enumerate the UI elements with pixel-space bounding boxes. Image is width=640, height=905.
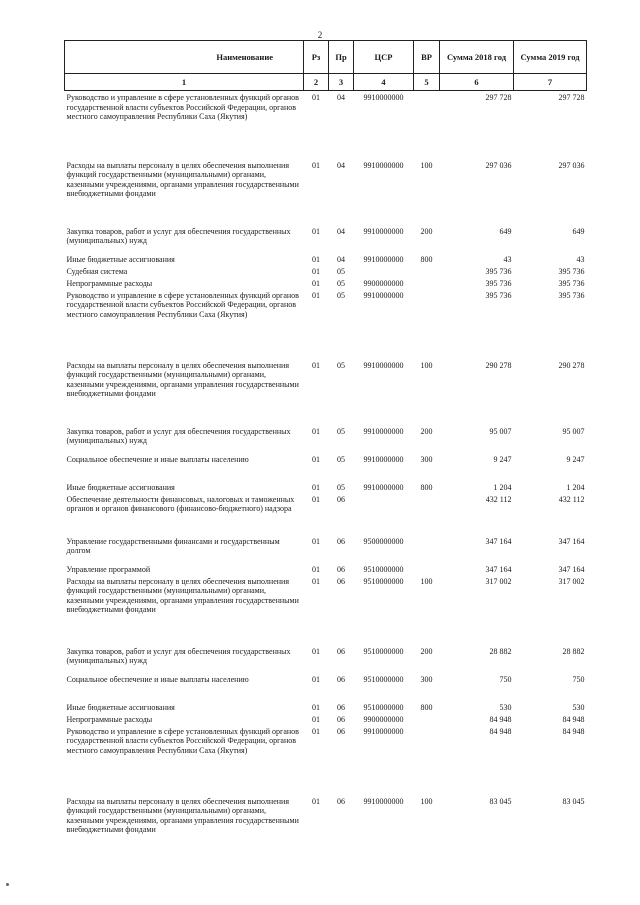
table-row	[65, 455, 587, 483]
row-sum-2018: 43	[503, 254, 512, 264]
row-vr: 200	[420, 426, 433, 436]
row-sum-2018: 297 728	[485, 93, 512, 102]
row-sum-2019: 530	[572, 702, 585, 712]
row-sum-2018: 395 736	[485, 278, 512, 288]
row-sum-2018: 347 164	[485, 536, 512, 546]
row-pr: 06	[337, 796, 345, 806]
row-sum-2019: 395 736	[558, 266, 585, 276]
row-name: Закупка товаров, работ и услуг для обеспечения государственных (муниципальных) нужд	[66, 426, 291, 446]
table-row	[65, 91, 587, 161]
row-csr: 9910000000	[363, 726, 404, 736]
row-name: Управление государственными финансами и государственным долгом	[66, 536, 280, 556]
row-csr: 9910000000	[363, 93, 404, 102]
row-vr: 800	[420, 482, 433, 492]
colnum-sum-2018: 6	[440, 74, 514, 91]
table-row	[65, 715, 587, 727]
row-pr: 06	[337, 714, 345, 724]
row-sum-2018: 395 736	[485, 266, 512, 276]
row-name: Судебная система	[66, 266, 128, 276]
table-row	[65, 537, 587, 565]
table-row	[65, 427, 587, 455]
table-row	[65, 279, 587, 291]
row-name: Расходы на выплаты персоналу в целях обеспечения выполнения функций государственными (муниципальными) органами, казенными учреждениями, органами управления государственными внебюджетными фондами	[66, 796, 299, 835]
table-row	[65, 675, 587, 703]
table-row	[65, 495, 587, 537]
row-pr: 06	[337, 576, 345, 586]
row-name: Непрограммные расходы	[66, 714, 153, 724]
row-name: Расходы на выплаты персоналу в целях обеспечения выполнения функций государственными (муниципальными) органами, казенными учреждениями, органами управления государственными внебюджетными фондами	[66, 360, 299, 399]
row-vr: 300	[420, 674, 433, 684]
row-csr: 9910000000	[363, 290, 404, 300]
row-csr: 9510000000	[363, 564, 404, 574]
row-sum-2018: 84 948	[489, 714, 512, 724]
row-sum-2019: 395 736	[558, 290, 585, 300]
row-rz: 01	[312, 576, 320, 586]
row-name: Расходы на выплаты персоналу в целях обеспечения выполнения функций государственными (муниципальными) органами, казенными учреждениями, органами управления государственными внебюджетными фондами	[66, 576, 299, 615]
row-csr: 9910000000	[363, 454, 404, 464]
row-rz: 01	[312, 702, 320, 712]
row-name: Иные бюджетные ассигнования	[66, 702, 175, 712]
header-csr: ЦСР	[354, 41, 414, 74]
row-csr: 9910000000	[363, 426, 404, 436]
row-csr: 9510000000	[363, 646, 404, 656]
row-vr	[414, 267, 440, 279]
row-vr: 100	[420, 360, 433, 370]
row-vr	[414, 91, 440, 161]
row-csr: 9510000000	[363, 674, 404, 684]
header-rz: Рз	[304, 41, 329, 74]
row-name: Управление программой	[66, 564, 151, 574]
row-vr	[414, 291, 440, 361]
header-sum-2018: Сумма 2018 год	[440, 41, 514, 74]
row-vr: 800	[420, 702, 433, 712]
row-name: Обеспечение деятельности финансовых, налоговых и таможенных органов и органов финансового (финансово-бюджетного) надзора	[66, 494, 295, 514]
colnum-sum-2019: 7	[514, 74, 587, 91]
row-csr: 9900000000	[363, 714, 404, 724]
row-vr: 100	[420, 576, 433, 586]
row-pr: 06	[337, 702, 345, 712]
row-name: Руководство и управление в сфере установленных функций органов государственной власти субъектов Российской Федерации, органов местного самоуправления Республики Саха (Якутия)	[66, 290, 299, 319]
row-pr: 04	[337, 254, 345, 264]
row-rz: 01	[312, 646, 320, 656]
row-csr: 9910000000	[363, 360, 404, 370]
colnum-csr: 4	[354, 74, 414, 91]
table-row	[65, 727, 587, 797]
column-number-row	[65, 74, 587, 91]
row-sum-2018: 95 007	[489, 426, 512, 436]
row-rz: 01	[312, 266, 320, 276]
row-csr: 9910000000	[363, 254, 404, 264]
row-rz: 01	[312, 726, 320, 736]
row-name: Непрограммные расходы	[66, 278, 153, 288]
row-sum-2018: 347 164	[485, 564, 512, 574]
row-rz: 01	[312, 93, 320, 102]
row-name: Руководство и управление в сфере установленных функций органов государственной власти субъектов Российской Федерации, органов местного самоуправления Республики Саха (Якутия)	[66, 726, 299, 755]
row-vr	[414, 279, 440, 291]
row-rz: 01	[312, 796, 320, 806]
row-rz: 01	[312, 482, 320, 492]
row-sum-2018: 290 278	[485, 360, 512, 370]
row-pr: 05	[337, 454, 345, 464]
table-row	[65, 161, 587, 227]
row-pr: 06	[337, 536, 345, 546]
table-row	[65, 577, 587, 647]
row-sum-2019: 9 247	[566, 454, 585, 464]
header-row	[65, 41, 587, 74]
row-csr: 9510000000	[363, 576, 404, 586]
row-pr: 05	[337, 290, 345, 300]
row-sum-2019: 297 728	[558, 93, 585, 102]
table-row	[65, 797, 587, 859]
row-rz: 01	[312, 536, 320, 546]
colnum-rz: 2	[304, 74, 329, 91]
row-vr	[414, 727, 440, 797]
row-rz: 01	[312, 494, 320, 504]
row-csr: 9910000000	[363, 226, 404, 236]
table-row	[65, 227, 587, 255]
row-csr: 9910000000	[363, 482, 404, 492]
table-row	[65, 255, 587, 267]
row-sum-2018: 395 736	[485, 290, 512, 300]
row-rz: 01	[312, 360, 320, 370]
row-rz: 01	[312, 426, 320, 436]
page-number: 2	[317, 30, 323, 40]
row-rz: 01	[312, 290, 320, 300]
colnum-name: 1	[65, 74, 304, 91]
row-name: Иные бюджетные ассигнования	[66, 254, 175, 264]
row-sum-2018: 649	[499, 226, 512, 236]
row-sum-2018: 1 204	[493, 482, 512, 492]
row-sum-2018: 750	[499, 674, 512, 684]
row-name: Иные бюджетные ассигнования	[66, 482, 175, 492]
table-row	[65, 703, 587, 715]
row-pr: 05	[337, 278, 345, 288]
row-sum-2019: 84 948	[562, 726, 585, 736]
row-pr: 05	[337, 426, 345, 436]
row-vr: 100	[420, 160, 433, 170]
row-vr: 200	[420, 226, 433, 236]
row-pr: 05	[337, 482, 345, 492]
row-sum-2019: 43	[576, 254, 585, 264]
row-name: Закупка товаров, работ и услуг для обеспечения государственных (муниципальных) нужд	[66, 646, 291, 666]
row-pr: 06	[337, 646, 345, 656]
table-row	[65, 647, 587, 675]
table-row	[65, 361, 587, 427]
row-sum-2019: 649	[572, 226, 585, 236]
row-sum-2019: 297 036	[558, 160, 585, 170]
row-sum-2019: 95 007	[562, 426, 585, 436]
table-row	[65, 483, 587, 495]
colnum-pr: 3	[329, 74, 354, 91]
row-sum-2019: 432 112	[558, 494, 585, 504]
scan-dot	[6, 883, 9, 886]
table-row	[65, 565, 587, 577]
row-sum-2018: 9 247	[493, 454, 512, 464]
row-pr: 04	[337, 160, 345, 170]
row-csr: 9910000000	[363, 160, 404, 170]
row-csr	[354, 495, 414, 537]
row-sum-2019: 83 045	[562, 796, 585, 806]
row-name: Закупка товаров, работ и услуг для обеспечения государственных (муниципальных) нужд	[66, 226, 291, 246]
colnum-vr: 5	[414, 74, 440, 91]
row-rz: 01	[312, 160, 320, 170]
row-rz: 01	[312, 278, 320, 288]
row-sum-2019: 395 736	[558, 278, 585, 288]
row-pr: 06	[337, 494, 345, 504]
header-vr: ВР	[414, 41, 440, 74]
row-vr: 100	[420, 796, 433, 806]
row-rz: 01	[312, 454, 320, 464]
row-csr: 9500000000	[363, 536, 404, 546]
row-vr	[414, 537, 440, 565]
row-sum-2019: 317 002	[558, 576, 585, 586]
row-vr	[414, 565, 440, 577]
row-sum-2018: 28 882	[489, 646, 512, 656]
row-sum-2019: 290 278	[558, 360, 585, 370]
row-sum-2019: 28 882	[562, 646, 585, 656]
row-pr: 06	[337, 674, 345, 684]
row-name: Расходы на выплаты персоналу в целях обеспечения выполнения функций государственными (муниципальными) органами, казенными учреждениями, органами управления государственными внебюджетными фондами	[66, 160, 299, 199]
header-sum-2019: Сумма 2019 год	[514, 41, 587, 74]
row-pr: 04	[337, 226, 345, 236]
row-sum-2018: 432 112	[485, 494, 512, 504]
row-vr	[414, 715, 440, 727]
row-rz: 01	[312, 674, 320, 684]
table-body	[65, 91, 587, 859]
row-sum-2019: 347 164	[558, 564, 585, 574]
row-pr: 04	[337, 93, 345, 102]
row-pr: 05	[337, 266, 345, 276]
row-sum-2018: 530	[499, 702, 512, 712]
row-sum-2018: 317 002	[485, 576, 512, 586]
row-name: Социальное обеспечение и иные выплаты населению	[66, 674, 249, 684]
row-vr: 300	[420, 454, 433, 464]
row-csr: 9900000000	[363, 278, 404, 288]
row-rz: 01	[312, 254, 320, 264]
row-name: Руководство и управление в сфере установленных функций органов государственной власти субъектов Российской Федерации, органов местного самоуправления Республики Саха (Якутия)	[66, 93, 299, 122]
table-row	[65, 267, 587, 279]
row-name: Социальное обеспечение и иные выплаты населению	[66, 454, 249, 464]
row-rz: 01	[312, 226, 320, 236]
budget-table	[64, 40, 587, 859]
row-vr: 200	[420, 646, 433, 656]
row-vr	[414, 495, 440, 537]
header-pr: Пр	[329, 41, 354, 74]
row-csr	[354, 267, 414, 279]
row-sum-2019: 750	[572, 674, 585, 684]
row-vr: 800	[420, 254, 433, 264]
row-pr: 05	[337, 360, 345, 370]
row-sum-2019: 1 204	[566, 482, 585, 492]
row-sum-2019: 84 948	[562, 714, 585, 724]
header-name: Наименование	[65, 41, 304, 74]
table-row	[65, 291, 587, 361]
row-csr: 9510000000	[363, 702, 404, 712]
row-sum-2019: 347 164	[558, 536, 585, 546]
row-pr: 06	[337, 726, 345, 736]
row-rz: 01	[312, 564, 320, 574]
row-csr: 9910000000	[363, 796, 404, 806]
row-sum-2018: 83 045	[489, 796, 512, 806]
row-sum-2018: 297 036	[485, 160, 512, 170]
row-sum-2018: 84 948	[489, 726, 512, 736]
row-rz: 01	[312, 714, 320, 724]
row-pr: 06	[337, 564, 345, 574]
